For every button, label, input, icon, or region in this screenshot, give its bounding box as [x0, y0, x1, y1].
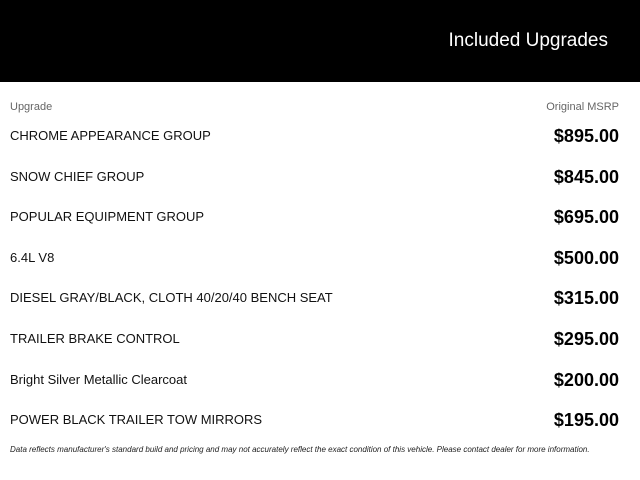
column-header-upgrade: Upgrade — [10, 101, 53, 113]
column-headers — [10, 100, 619, 114]
upgrade-name: Bright Silver Metallic Clearcoat — [10, 371, 188, 387]
upgrade-row — [0, 237, 640, 278]
upgrade-price: $895.00 — [553, 126, 619, 146]
upgrade-row — [0, 318, 640, 359]
upgrade-price: $695.00 — [553, 207, 619, 228]
column-header-msrp: Original MSRP — [546, 101, 619, 113]
upgrade-price: $500.00 — [553, 247, 619, 268]
upgrade-price: $295.00 — [553, 328, 619, 349]
disclaimer-text: Data reflects manufacturer's standard build and pricing and may not accurately reflect the exact condition of this vehicle. Please contact dealer for more information. — [10, 445, 590, 454]
page-title: Included Upgrades — [448, 30, 608, 51]
upgrade-row — [0, 156, 640, 197]
upgrade-name: 6.4L V8 — [10, 249, 55, 265]
upgrade-price: $200.00 — [553, 369, 619, 390]
upgrade-row — [0, 359, 640, 400]
upgrade-name: SNOW CHIEF GROUP — [10, 168, 145, 184]
upgrade-name: CHROME APPEARANCE GROUP — [10, 128, 211, 143]
upgrade-row — [0, 115, 640, 156]
upgrade-row — [0, 277, 640, 318]
upgrade-name: POPULAR EQUIPMENT GROUP — [10, 209, 205, 225]
upgrade-name: DIESEL GRAY/BLACK, CLOTH 40/20/40 BENCH SEAT — [10, 290, 333, 306]
upgrade-price: $315.00 — [553, 288, 619, 309]
header-bar — [0, 0, 640, 82]
upgrades-list — [0, 115, 640, 440]
upgrade-price: $845.00 — [553, 166, 619, 187]
upgrade-row — [0, 196, 640, 237]
upgrade-price: $195.00 — [553, 410, 619, 431]
upgrade-row — [0, 399, 640, 440]
upgrade-name: POWER BLACK TRAILER TOW MIRRORS — [10, 412, 263, 428]
upgrade-name: TRAILER BRAKE CONTROL — [10, 330, 180, 346]
